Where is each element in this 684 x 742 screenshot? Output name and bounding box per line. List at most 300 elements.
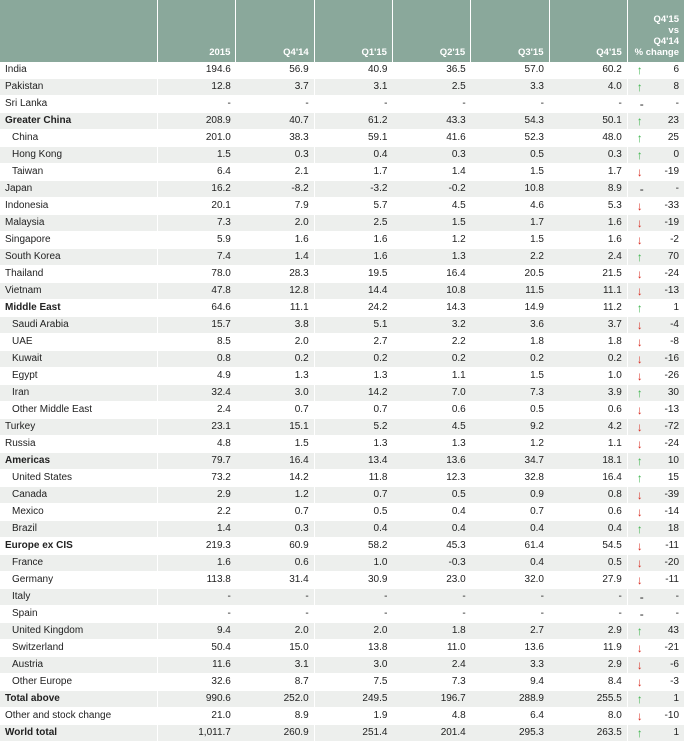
- pct-change-value: 8: [673, 81, 679, 92]
- cell-q3-15: 1.7: [471, 215, 549, 232]
- row-label: Vietnam: [0, 283, 158, 300]
- cell-pct-change: [627, 368, 684, 385]
- cell-q4-14: 3.8: [236, 317, 314, 334]
- cell-q4-14: 28.3: [236, 266, 314, 283]
- arrow-down-icon: ↓: [636, 437, 643, 451]
- cell-v2015: 208.9: [158, 113, 236, 130]
- table-row: [0, 623, 684, 640]
- cell-v2015: -: [158, 606, 236, 623]
- cell-pct-change: [627, 215, 684, 232]
- cell-q4-15: 1.8: [549, 334, 627, 351]
- table-row: [0, 538, 684, 555]
- arrow-down-icon: ↓: [636, 658, 643, 672]
- cell-v2015: 12.8: [158, 79, 236, 96]
- cell-q3-15: 9.4: [471, 674, 549, 691]
- row-label: Mexico: [0, 504, 158, 521]
- table-row: [0, 113, 684, 130]
- cell-v2015: 0.8: [158, 351, 236, 368]
- cell-q3-15: 6.4: [471, 708, 549, 725]
- row-label: Other Europe: [0, 674, 158, 691]
- table-row: [0, 147, 684, 164]
- table-row: [0, 79, 684, 96]
- cell-q2-15: 4.5: [392, 198, 470, 215]
- cell-q4-14: 2.0: [236, 623, 314, 640]
- cell-q2-15: 1.3: [392, 436, 470, 453]
- cell-v2015: 5.9: [158, 232, 236, 249]
- cell-q3-15: 14.9: [471, 300, 549, 317]
- cell-q1-15: 1.6: [314, 249, 392, 266]
- table-row: [0, 436, 684, 453]
- cell-v2015: 64.6: [158, 300, 236, 317]
- cell-q2-15: 23.0: [392, 572, 470, 589]
- cell-pct-change: [627, 147, 684, 164]
- cell-pct-change: [627, 470, 684, 487]
- pct-change-value: 23: [667, 115, 679, 126]
- cell-q4-15: 0.2: [549, 351, 627, 368]
- cell-q3-15: 7.3: [471, 385, 549, 402]
- header-pct-change: Q4'15 vs Q4'14 % change: [627, 0, 684, 62]
- cell-q4-14: 8.9: [236, 708, 314, 725]
- cell-q3-15: 52.3: [471, 130, 549, 147]
- pct-change-value: -10: [664, 710, 679, 721]
- cell-v2015: 11.6: [158, 657, 236, 674]
- table-row: [0, 130, 684, 147]
- header-label: [0, 0, 158, 62]
- cell-v2015: 9.4: [158, 623, 236, 640]
- no-change-icon: -: [639, 590, 644, 604]
- row-label: Brazil: [0, 521, 158, 538]
- row-label: Indonesia: [0, 198, 158, 215]
- table-row: [0, 385, 684, 402]
- cell-q1-15: 0.7: [314, 402, 392, 419]
- cell-q4-15: 11.2: [549, 300, 627, 317]
- cell-q3-15: 57.0: [471, 62, 549, 79]
- cell-pct-change: [627, 708, 684, 725]
- table-row: [0, 419, 684, 436]
- row-label: Italy: [0, 589, 158, 606]
- cell-q1-15: 2.5: [314, 215, 392, 232]
- pct-change-value: -72: [664, 421, 679, 432]
- table-row: [0, 521, 684, 538]
- cell-q4-15: -: [549, 96, 627, 113]
- pct-change-value: -: [675, 183, 679, 194]
- table-row: [0, 368, 684, 385]
- cell-q3-15: 1.8: [471, 334, 549, 351]
- cell-q2-15: 11.0: [392, 640, 470, 657]
- table-row: [0, 62, 684, 79]
- row-label: Egypt: [0, 368, 158, 385]
- cell-v2015: 1.5: [158, 147, 236, 164]
- cell-q2-15: 43.3: [392, 113, 470, 130]
- cell-q2-15: 196.7: [392, 691, 470, 708]
- table-row: [0, 181, 684, 198]
- cell-q2-15: 16.4: [392, 266, 470, 283]
- arrow-up-icon: ↑: [636, 471, 643, 485]
- cell-q2-15: 0.4: [392, 504, 470, 521]
- cell-q4-14: 0.7: [236, 504, 314, 521]
- cell-q4-15: 2.9: [549, 623, 627, 640]
- cell-pct-change: [627, 623, 684, 640]
- cell-q1-15: 1.3: [314, 436, 392, 453]
- pct-change-value: -: [675, 591, 679, 602]
- no-change-icon: -: [639, 607, 644, 621]
- cell-q4-14: 14.2: [236, 470, 314, 487]
- cell-v2015: 16.2: [158, 181, 236, 198]
- cell-q4-15: 60.2: [549, 62, 627, 79]
- pct-change-value: -4: [670, 319, 679, 330]
- row-label: France: [0, 555, 158, 572]
- cell-v2015: 2.9: [158, 487, 236, 504]
- cell-q1-15: 0.4: [314, 147, 392, 164]
- cell-q2-15: 0.2: [392, 351, 470, 368]
- cell-q1-15: -3.2: [314, 181, 392, 198]
- cell-q4-14: 40.7: [236, 113, 314, 130]
- arrow-up-icon: ↑: [636, 250, 643, 264]
- cell-v2015: 113.8: [158, 572, 236, 589]
- cell-q4-15: -: [549, 606, 627, 623]
- arrow-up-icon: ↑: [636, 692, 643, 706]
- arrow-down-icon: ↓: [636, 352, 643, 366]
- cell-v2015: 7.4: [158, 249, 236, 266]
- cell-q1-15: 2.0: [314, 623, 392, 640]
- cell-pct-change: [627, 674, 684, 691]
- cell-q3-15: 2.2: [471, 249, 549, 266]
- pct-change-value: 1: [673, 693, 679, 704]
- table-row: [0, 266, 684, 283]
- cell-q2-15: 4.5: [392, 419, 470, 436]
- cell-q3-15: 3.6: [471, 317, 549, 334]
- cell-pct-change: [627, 283, 684, 300]
- cell-q1-15: -: [314, 606, 392, 623]
- cell-v2015: 4.9: [158, 368, 236, 385]
- pct-change-value: -33: [664, 200, 679, 211]
- pct-change-value: 15: [667, 472, 679, 483]
- cell-q2-15: 2.4: [392, 657, 470, 674]
- arrow-up-icon: ↑: [636, 726, 643, 740]
- arrow-down-icon: ↓: [636, 573, 643, 587]
- cell-q2-15: 7.3: [392, 674, 470, 691]
- cell-q2-15: -0.3: [392, 555, 470, 572]
- header-q1-15: Q1'15: [314, 0, 392, 62]
- cell-q4-14: -8.2: [236, 181, 314, 198]
- cell-q4-14: 1.5: [236, 436, 314, 453]
- row-label: UAE: [0, 334, 158, 351]
- cell-v2015: 2.2: [158, 504, 236, 521]
- pct-change-value: 25: [667, 132, 679, 143]
- table-body: [0, 62, 684, 742]
- cell-q2-15: 0.5: [392, 487, 470, 504]
- cell-q3-15: 32.8: [471, 470, 549, 487]
- cell-v2015: 990.6: [158, 691, 236, 708]
- cell-q1-15: 24.2: [314, 300, 392, 317]
- arrow-up-icon: ↑: [636, 624, 643, 638]
- cell-q2-15: 0.3: [392, 147, 470, 164]
- cell-q4-14: 16.4: [236, 453, 314, 470]
- cell-q4-14: 3.0: [236, 385, 314, 402]
- pct-change-value: -24: [664, 438, 679, 449]
- cell-q4-14: 60.9: [236, 538, 314, 555]
- arrow-down-icon: ↓: [636, 403, 643, 417]
- row-label: Switzerland: [0, 640, 158, 657]
- cell-q3-15: 10.8: [471, 181, 549, 198]
- arrow-down-icon: ↓: [636, 369, 643, 383]
- cell-pct-change: [627, 657, 684, 674]
- cell-q2-15: 7.0: [392, 385, 470, 402]
- row-label: China: [0, 130, 158, 147]
- cell-q1-15: 0.7: [314, 487, 392, 504]
- pct-change-value: -20: [664, 557, 679, 568]
- cell-v2015: 201.0: [158, 130, 236, 147]
- row-label: Japan: [0, 181, 158, 198]
- table-row: [0, 453, 684, 470]
- cell-q4-14: 1.6: [236, 232, 314, 249]
- cell-q4-14: 3.7: [236, 79, 314, 96]
- cell-v2015: 1.4: [158, 521, 236, 538]
- cell-q4-15: 0.4: [549, 521, 627, 538]
- arrow-up-icon: ↑: [636, 386, 643, 400]
- cell-q2-15: 1.4: [392, 164, 470, 181]
- cell-v2015: 15.7: [158, 317, 236, 334]
- cell-q3-15: 1.2: [471, 436, 549, 453]
- row-label: Russia: [0, 436, 158, 453]
- arrow-up-icon: ↑: [636, 131, 643, 145]
- no-change-icon: -: [639, 182, 644, 196]
- cell-q4-14: 1.4: [236, 249, 314, 266]
- cell-q2-15: 45.3: [392, 538, 470, 555]
- row-label: Austria: [0, 657, 158, 674]
- cell-v2015: 8.5: [158, 334, 236, 351]
- row-label: Other Middle East: [0, 402, 158, 419]
- cell-q1-15: 14.4: [314, 283, 392, 300]
- cell-pct-change: [627, 385, 684, 402]
- table-row: [0, 657, 684, 674]
- row-label: Europe ex CIS: [0, 538, 158, 555]
- cell-pct-change: [627, 402, 684, 419]
- row-label: United States: [0, 470, 158, 487]
- cell-q4-15: 0.6: [549, 402, 627, 419]
- cell-q1-15: 5.7: [314, 198, 392, 215]
- cell-q1-15: 5.2: [314, 419, 392, 436]
- pct-change-value: 30: [667, 387, 679, 398]
- cell-q4-15: 48.0: [549, 130, 627, 147]
- cell-q4-15: 3.7: [549, 317, 627, 334]
- arrow-down-icon: ↓: [636, 335, 643, 349]
- cell-q4-15: 18.1: [549, 453, 627, 470]
- cell-q3-15: 1.5: [471, 368, 549, 385]
- table-row: [0, 198, 684, 215]
- arrow-down-icon: ↓: [636, 267, 643, 281]
- cell-q4-15: 5.3: [549, 198, 627, 215]
- cell-q4-14: 252.0: [236, 691, 314, 708]
- cell-pct-change: [627, 640, 684, 657]
- cell-q4-15: 1.0: [549, 368, 627, 385]
- cell-v2015: 4.8: [158, 436, 236, 453]
- cell-q1-15: 3.1: [314, 79, 392, 96]
- cell-q4-15: 263.5: [549, 725, 627, 742]
- cell-q4-15: 21.5: [549, 266, 627, 283]
- cell-pct-change: [627, 419, 684, 436]
- cell-q2-15: 2.5: [392, 79, 470, 96]
- table-row: [0, 572, 684, 589]
- cell-q3-15: 295.3: [471, 725, 549, 742]
- cell-q2-15: 1.5: [392, 215, 470, 232]
- pct-change-value: -14: [664, 506, 679, 517]
- cell-q2-15: 1.1: [392, 368, 470, 385]
- cell-q2-15: 36.5: [392, 62, 470, 79]
- cell-v2015: 2.4: [158, 402, 236, 419]
- arrow-down-icon: ↓: [636, 318, 643, 332]
- cell-pct-change: [627, 113, 684, 130]
- cell-q4-14: 8.7: [236, 674, 314, 691]
- cell-q2-15: 1.2: [392, 232, 470, 249]
- cell-q1-15: 30.9: [314, 572, 392, 589]
- header-q4-14: Q4'14: [236, 0, 314, 62]
- cell-q4-15: 1.6: [549, 232, 627, 249]
- cell-q3-15: -: [471, 589, 549, 606]
- cell-v2015: 47.8: [158, 283, 236, 300]
- table-row: [0, 606, 684, 623]
- table-row: [0, 589, 684, 606]
- row-label: Americas: [0, 453, 158, 470]
- pct-change-value: 0: [673, 149, 679, 160]
- cell-q4-15: 1.7: [549, 164, 627, 181]
- cell-v2015: 32.4: [158, 385, 236, 402]
- cell-q3-15: 3.3: [471, 79, 549, 96]
- cell-q4-14: 2.0: [236, 215, 314, 232]
- cell-q3-15: 0.7: [471, 504, 549, 521]
- row-label: South Korea: [0, 249, 158, 266]
- cell-q4-14: 0.2: [236, 351, 314, 368]
- pct-change-value: 70: [667, 251, 679, 262]
- cell-v2015: 1.6: [158, 555, 236, 572]
- cell-q4-15: 4.0: [549, 79, 627, 96]
- cell-q1-15: 13.4: [314, 453, 392, 470]
- cell-q1-15: 2.7: [314, 334, 392, 351]
- row-label: Kuwait: [0, 351, 158, 368]
- arrow-up-icon: ↑: [636, 148, 643, 162]
- arrow-down-icon: ↓: [636, 556, 643, 570]
- cell-pct-change: [627, 351, 684, 368]
- cell-q3-15: 4.6: [471, 198, 549, 215]
- row-label: Middle East: [0, 300, 158, 317]
- pct-change-value: 1: [673, 727, 679, 738]
- table-row: [0, 232, 684, 249]
- row-label: United Kingdom: [0, 623, 158, 640]
- row-label: Saudi Arabia: [0, 317, 158, 334]
- row-label: Greater China: [0, 113, 158, 130]
- cell-q1-15: 1.9: [314, 708, 392, 725]
- arrow-down-icon: ↓: [636, 216, 643, 230]
- pct-change-value: -16: [664, 353, 679, 364]
- arrow-up-icon: ↑: [636, 80, 643, 94]
- row-label: Taiwan: [0, 164, 158, 181]
- cell-q4-14: 1.2: [236, 487, 314, 504]
- table-row: [0, 215, 684, 232]
- pct-change-value: -19: [664, 217, 679, 228]
- cell-q2-15: 0.4: [392, 521, 470, 538]
- arrow-down-icon: ↓: [636, 233, 643, 247]
- arrow-up-icon: ↑: [636, 301, 643, 315]
- cell-pct-change: [627, 130, 684, 147]
- cell-q3-15: 9.2: [471, 419, 549, 436]
- cell-q4-14: -: [236, 589, 314, 606]
- row-label: Hong Kong: [0, 147, 158, 164]
- cell-q1-15: 13.8: [314, 640, 392, 657]
- arrow-down-icon: ↓: [636, 165, 643, 179]
- cell-q4-14: 1.3: [236, 368, 314, 385]
- cell-q4-14: 7.9: [236, 198, 314, 215]
- pct-change-value: -13: [664, 404, 679, 415]
- pct-change-value: -39: [664, 489, 679, 500]
- cell-q2-15: 13.6: [392, 453, 470, 470]
- cell-q1-15: 1.3: [314, 368, 392, 385]
- pct-change-value: -11: [665, 540, 679, 551]
- row-label: Spain: [0, 606, 158, 623]
- cell-q3-15: -: [471, 606, 549, 623]
- table-row: [0, 708, 684, 725]
- cell-q1-15: 5.1: [314, 317, 392, 334]
- cell-v2015: -: [158, 96, 236, 113]
- cell-q1-15: 0.2: [314, 351, 392, 368]
- table-row: [0, 96, 684, 113]
- cell-q4-15: 2.9: [549, 657, 627, 674]
- cell-q2-15: 1.3: [392, 249, 470, 266]
- cell-pct-change: [627, 589, 684, 606]
- arrow-down-icon: ↓: [636, 709, 643, 723]
- cell-q1-15: 1.6: [314, 232, 392, 249]
- cell-pct-change: [627, 62, 684, 79]
- cell-q2-15: -: [392, 589, 470, 606]
- cell-q1-15: 251.4: [314, 725, 392, 742]
- cell-q4-15: 11.1: [549, 283, 627, 300]
- cell-q4-14: 31.4: [236, 572, 314, 589]
- cell-q4-15: 27.9: [549, 572, 627, 589]
- cell-q1-15: -: [314, 96, 392, 113]
- cell-q3-15: -: [471, 96, 549, 113]
- cell-q4-14: -: [236, 96, 314, 113]
- cell-q2-15: 41.6: [392, 130, 470, 147]
- cell-q4-15: 0.3: [549, 147, 627, 164]
- cell-pct-change: [627, 436, 684, 453]
- table-row: [0, 640, 684, 657]
- arrow-down-icon: ↓: [636, 675, 643, 689]
- table-row: [0, 691, 684, 708]
- header-q4-15: Q4'15: [549, 0, 627, 62]
- cell-q4-15: 0.6: [549, 504, 627, 521]
- cell-q2-15: -0.2: [392, 181, 470, 198]
- table-row: [0, 470, 684, 487]
- cell-q1-15: 0.4: [314, 521, 392, 538]
- table-row: [0, 300, 684, 317]
- table-row: [0, 164, 684, 181]
- pct-change-value: 10: [667, 455, 679, 466]
- cell-pct-change: [627, 317, 684, 334]
- cell-pct-change: [627, 300, 684, 317]
- cell-q1-15: 61.2: [314, 113, 392, 130]
- cell-v2015: 73.2: [158, 470, 236, 487]
- row-label: Other and stock change: [0, 708, 158, 725]
- arrow-down-icon: ↓: [636, 284, 643, 298]
- cell-q1-15: 58.2: [314, 538, 392, 555]
- cell-q4-15: 2.4: [549, 249, 627, 266]
- cell-q2-15: 10.8: [392, 283, 470, 300]
- cell-q1-15: 19.5: [314, 266, 392, 283]
- cell-pct-change: [627, 249, 684, 266]
- table-row: [0, 317, 684, 334]
- arrow-down-icon: ↓: [636, 420, 643, 434]
- cell-pct-change: [627, 79, 684, 96]
- header-q3-15: Q3'15: [471, 0, 549, 62]
